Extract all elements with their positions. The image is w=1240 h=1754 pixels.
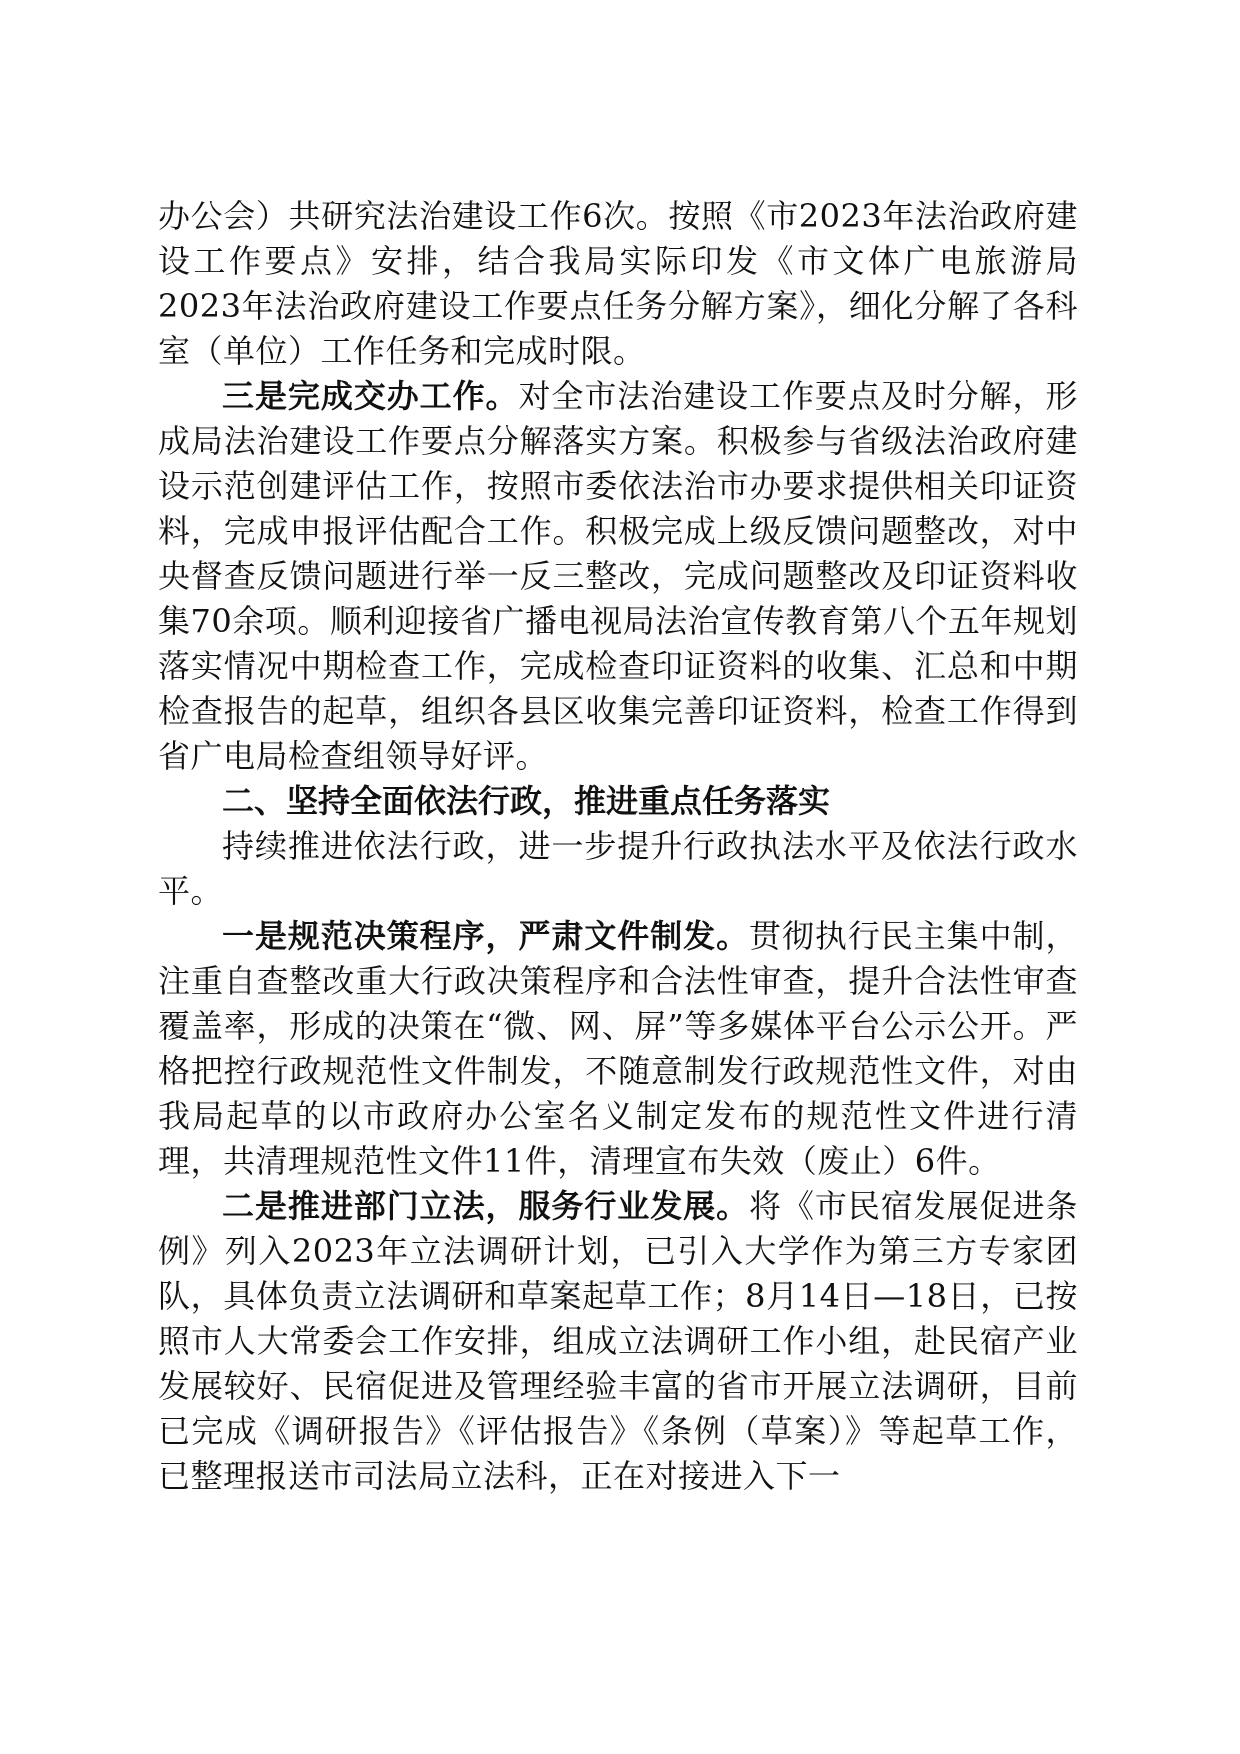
paragraph-lead: 二是推进部门立法，服务行业发展。 [222, 1187, 750, 1225]
document-body [158, 194, 1078, 1499]
paragraph-administration [158, 824, 1078, 914]
paragraph-text: 办公会）共研究法治建设工作6次。按照《市2023年法治政府建设工作要点》安排，结合我局实际印发《市文体广电旅游局2023年法治政府建设工作要点任务分解方案》，细化分解了各科室（单位）工作任务和完成时限。 [158, 197, 1078, 370]
paragraph-text: 将《市民宿发展促进条例》列入2023年立法调研计划，已引入大学作为第三方专家团队，具体负责立法调研和草案起草工作；8月14日—18日，已按照市人大常委会工作安排，组成立法调研工作小组，赴民宿产业发展较好、民宿促进及管理经验丰富的省市开展立法调研，目前已完成《调研报告》《评估报告》《条例（草案）》等起草工作，已整理报送市司法局立法科，正在对接进入下一 [158, 1187, 1078, 1495]
paragraph-legal-meetings [158, 194, 1078, 374]
paragraph-text: 持续推进依法行政，进一步提升行政执法水平及依法行政水平。 [158, 827, 1078, 910]
section-heading: 二、坚持全面依法行政，推进重点任务落实 [222, 782, 831, 820]
paragraph-decision-procedure [158, 914, 1078, 1184]
paragraph-text: 对全市法治建设工作要点及时分解，形成局法治建设工作要点分解落实方案。积极参与省级法治政府建设示范创建评估工作，按照市委依法治市办要求提供相关印证资料，完成申报评估配合工作。积极完成上级反馈问题整改，对中央督查反馈问题进行举一反三整改，完成问题整改及印证资料收集70余项。顺利迎接省广播电视局法治宣传教育第八个五年规划落实情况中期检查工作，完成检查印证资料的收集、汇总和中期检查报告的起草，组织各县区收集完善印证资料，检查工作得到省广电局检查组领导好评。 [158, 377, 1078, 775]
paragraph-lead: 一是规范决策程序，严肃文件制发。 [222, 917, 750, 955]
paragraph-text: 贯彻执行民主集中制，注重自查整改重大行政决策程序和合法性审查，提升合法性审查覆盖率，形成的决策在“微、网、屏”等多媒体平台公示公开。严格把控行政规范性文件制发，不随意制发行政规范性文件，对由我局起草的以市政府办公室名义制定发布的规范性文件进行清理，共清理规范性文件11件，清理宣布失效（废止）6件。 [158, 917, 1078, 1180]
paragraph-legislation [158, 1184, 1078, 1499]
paragraph-lead: 三是完成交办工作。 [222, 377, 519, 415]
paragraph-assigned-work [158, 374, 1078, 779]
